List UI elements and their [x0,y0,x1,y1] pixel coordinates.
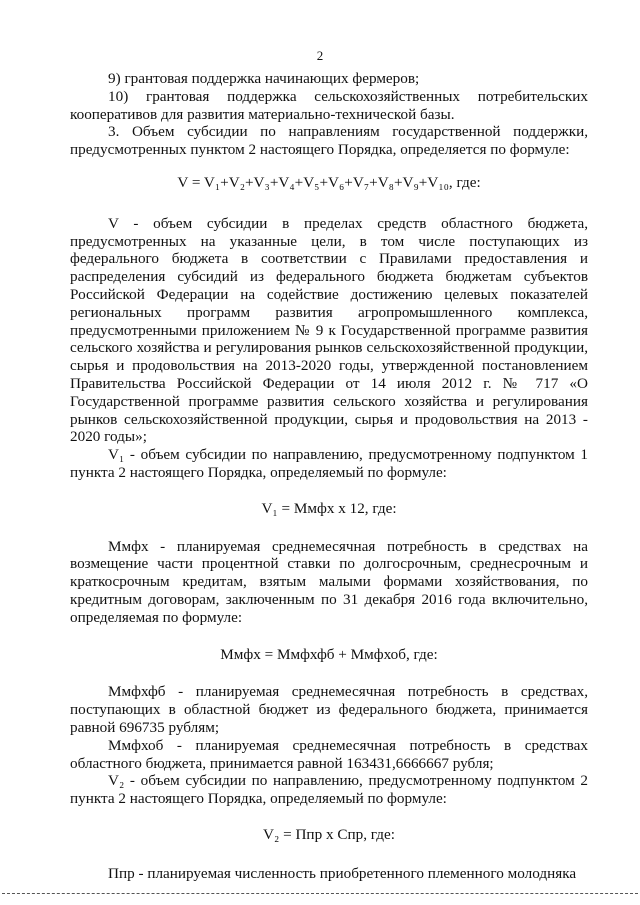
definition-mmfhob: Mмфхоб - планируемая среднемесячная потребность в средствах областного бюджета, принимается равной 163431,6666667 рубля; [70,736,588,772]
definition-v1: V₁ - объем субсидии по направлению, предусмотренному подпунктом 1 пункта 2 настоящего Порядка, определяемый по формуле: [70,446,588,481]
page-number: 2 [316,48,324,63]
definition-mmfh: Mмфх - планируемая среднемесячная потребность в средствах на возмещение части процентной ставки по долгосрочным, среднесрочным и краткосрочным кредитам, взятым малыми формами хозяйствования, по кредитным договорам, заключенным по 31 декабря 2016 года включительно, определяемая по формуле: [70,537,588,626]
formula-v1: V₁ = Mмфх x 12, где: [261,499,397,517]
section-3-paragraph: 3. Объем субсидии по направлениям государственной поддержки, предусмотренных пунктом 2 настоящего Порядка, определяется по формуле: [70,123,588,159]
formula-total-v: V = V₁+V₂+V₃+V₄+V₅+V₆+V₇+V₈+V₉+V₁₀, где: [177,173,481,191]
definition-mmfhfb: Mмфхфб - планируемая среднемесячная потребность в средствах, поступающих в областной бюджет из федерального бюджета, принимается равной 696735 рублям; [70,683,588,736]
definition-ppr: Ппр - планируемая численность приобретенного племенного молодняка [108,864,577,882]
list-item-10: 10) грантовая поддержка сельскохозяйственных потребительских кооперативов для развития материально-технической базы. [70,87,588,123]
document-body [70,70,588,882]
definition-v2: V₂ - объем субсидии по направлению, предусмотренному подпунктом 2 пункта 2 настоящего Порядка, определяемый по формуле: [70,772,588,808]
definition-v: V - объем субсидии в пределах средств областного бюджета, предусмотренных на указанные цели, в том числе поступающих из федерального бюджета в соответствии с Правилами предоставления и распределения субсидий из федерального бюджета бюджетам субъектов Российской Федерации на содействие достижению целевых показателей региональных программ развития агропромышленного комплекса, предусмотренными приложением № 9 к Государственной программе развития сельского хозяйства и регулирования рынков сельскохозяйственной продукции, сырья и продовольствия на 2013-2020 годы, утвержденной постановлением Правительства Российской Федерации от 14 июля 2012 г. № 717 «О Государственной программе развития сельского хозяйства и регулирования рынков сельскохозяйственной продукции, сырья и продовольствия на 2013 - 2020 годы»; [70,214,588,446]
list-item-9: 9) грантовая поддержка начинающих фермеров; [108,70,420,87]
page-bottom-divider [2,893,638,894]
formula-mmfh: Mмфх = Mмфхфб + Mмфхоб, где: [220,645,438,663]
formula-v2: V₂ = Ппр x Спр, где: [263,825,395,843]
